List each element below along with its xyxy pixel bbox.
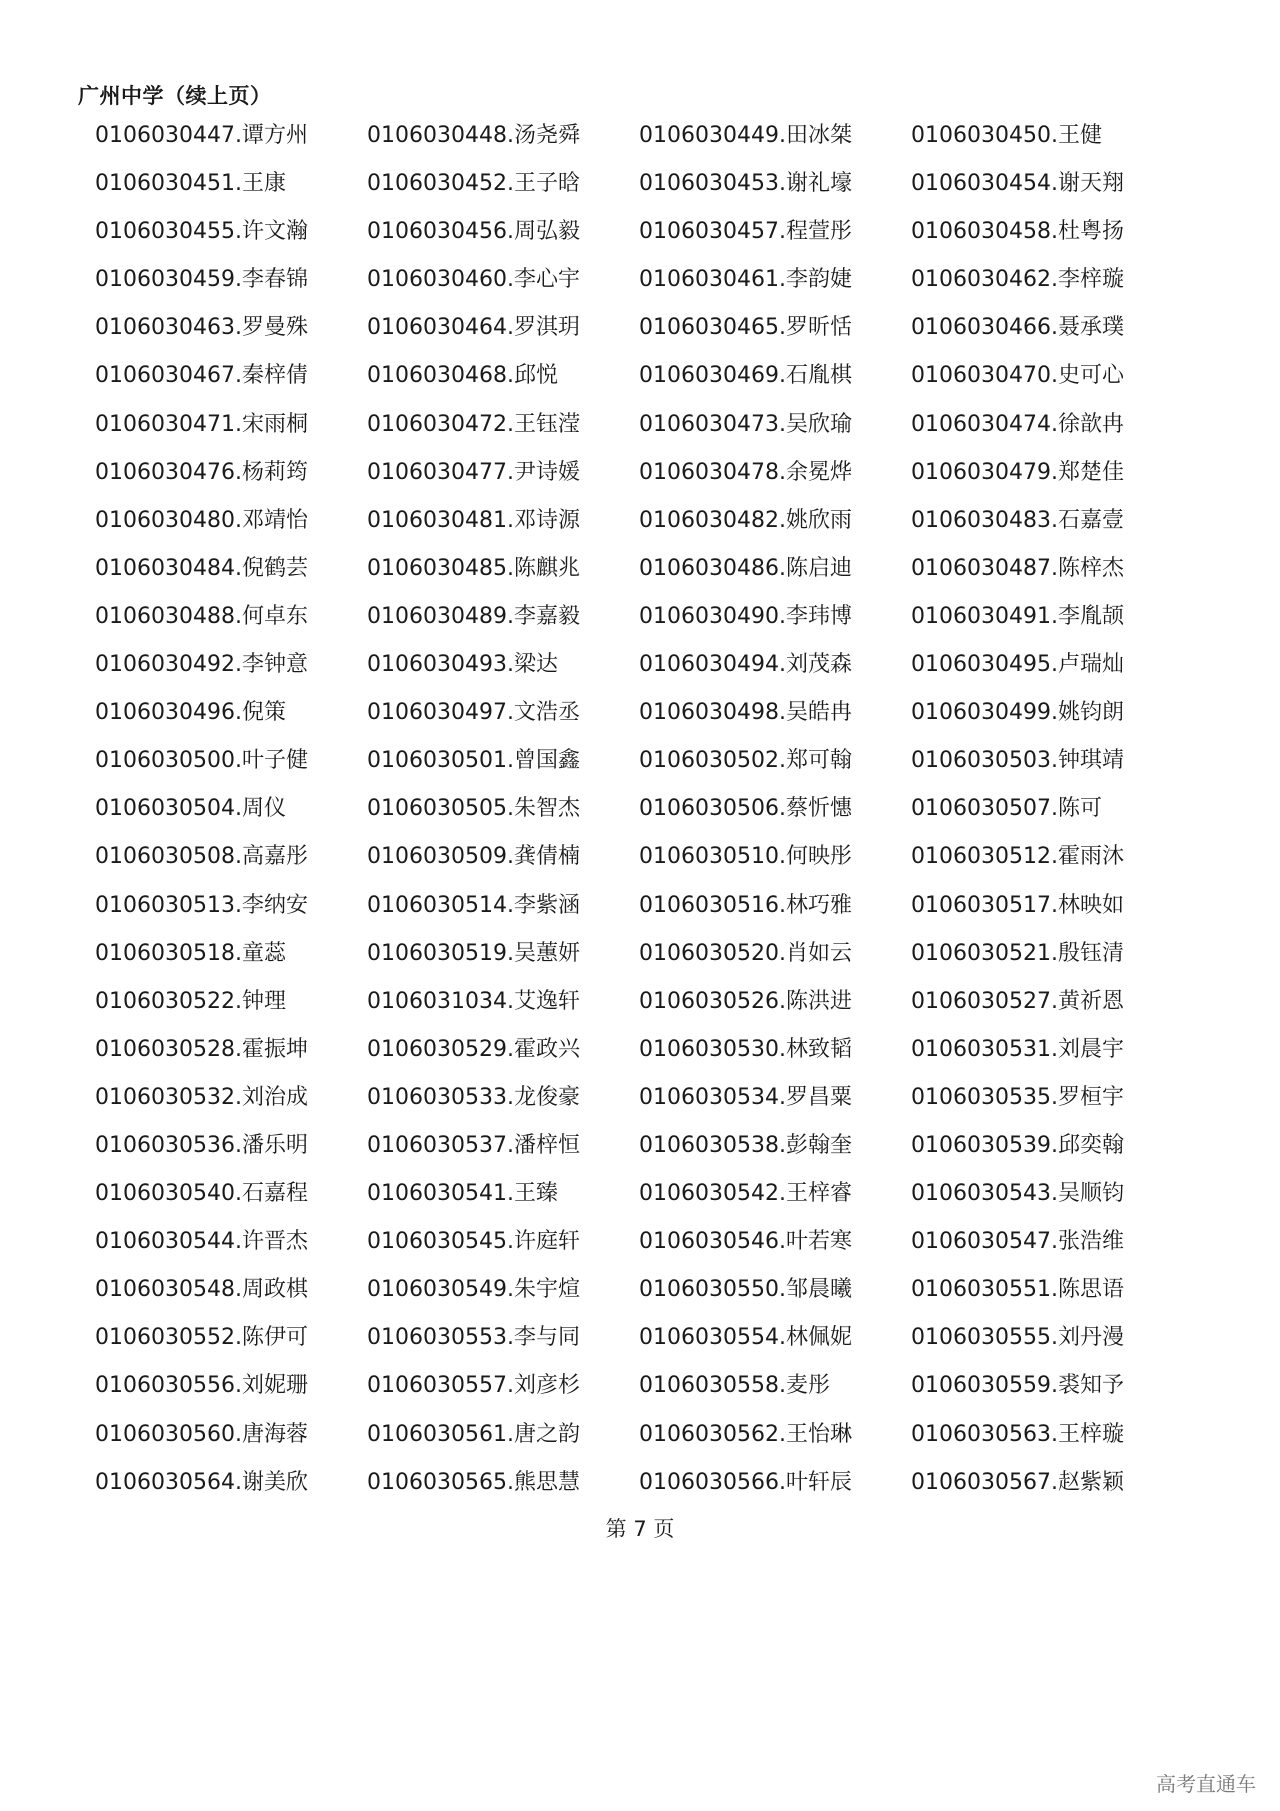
student-entry: 0106030557.刘彦杉	[367, 1373, 580, 1399]
student-entry: 0106030461.李韵婕	[639, 267, 852, 293]
student-entry: 0106030468.邱悦	[367, 363, 558, 389]
student-entry: 0106030507.陈可	[911, 796, 1102, 822]
student-entry: 0106030520.肖如云	[639, 940, 852, 966]
student-entry: 0106030540.石嘉程	[95, 1181, 308, 1207]
section-heading: 广州中学（续上页）	[78, 84, 272, 108]
student-entry: 0106030495.卢瑞灿	[911, 652, 1124, 678]
student-entry: 0106030552.陈伊可	[95, 1325, 308, 1351]
student-entry: 0106030556.刘妮珊	[95, 1373, 308, 1399]
student-entry: 0106030517.林映如	[911, 892, 1124, 918]
student-entry: 0106030550.邹晨曦	[639, 1277, 852, 1303]
student-entry: 0106030449.田冰桀	[639, 123, 852, 148]
student-entry: 0106030448.汤尧舜	[367, 123, 580, 148]
student-entry: 0106030502.郑可翰	[639, 748, 852, 774]
student-entry: 0106030460.李心宇	[367, 267, 580, 293]
student-entry: 0106030447.谭方州	[95, 123, 308, 148]
student-entry: 0106030516.林巧雅	[639, 892, 852, 918]
student-list	[95, 121, 1183, 1516]
student-entry: 0106030463.罗曼殊	[95, 315, 308, 341]
student-entry: 0106030483.石嘉壹	[911, 507, 1124, 533]
student-entry: 0106030454.谢天翔	[911, 171, 1124, 197]
student-entry: 0106030500.叶子健	[95, 748, 308, 774]
student-entry: 0106030450.王健	[911, 123, 1102, 148]
student-entry: 0106030503.钟琪靖	[911, 748, 1124, 774]
student-entry: 0106030501.曾国鑫	[367, 748, 580, 774]
student-entry: 0106030538.彭翰奎	[639, 1132, 852, 1158]
student-entry: 0106030476.杨莉筠	[95, 459, 308, 485]
student-entry: 0106030542.王梓睿	[639, 1181, 852, 1207]
student-entry: 0106030532.刘治成	[95, 1084, 308, 1110]
student-entry: 0106030491.李胤颉	[911, 603, 1124, 629]
student-entry: 0106030541.王臻	[367, 1181, 558, 1207]
student-entry: 0106030486.陈启迪	[639, 555, 852, 581]
student-entry: 0106030535.罗桓宇	[911, 1084, 1124, 1110]
student-entry: 0106030567.赵紫颖	[911, 1469, 1124, 1495]
student-entry: 0106030477.尹诗媛	[367, 459, 580, 485]
student-entry: 0106030455.许文瀚	[95, 219, 308, 245]
student-entry: 0106030480.邓靖怡	[95, 507, 308, 533]
student-entry: 0106030563.王梓璇	[911, 1421, 1124, 1447]
student-entry: 0106030519.吴蕙妍	[367, 940, 580, 966]
student-entry: 0106030533.龙俊豪	[367, 1084, 580, 1110]
student-entry: 0106030553.李与同	[367, 1325, 580, 1351]
student-entry: 0106030562.王怡琳	[639, 1421, 852, 1447]
student-entry: 0106030457.程萱彤	[639, 219, 852, 245]
student-entry: 0106030509.龚倩楠	[367, 844, 580, 870]
student-entry: 0106030513.李纳安	[95, 892, 308, 918]
student-entry: 0106030473.吴欣瑜	[639, 411, 852, 437]
student-entry: 0106030490.李玮博	[639, 603, 852, 629]
student-entry: 0106030545.许庭轩	[367, 1229, 580, 1255]
student-entry: 0106030489.李嘉毅	[367, 603, 580, 629]
student-entry: 0106030471.宋雨桐	[95, 411, 308, 437]
student-entry: 0106030548.周政棋	[95, 1277, 308, 1303]
student-entry: 0106030494.刘茂森	[639, 652, 852, 678]
student-entry: 0106030464.罗淇玥	[367, 315, 580, 341]
student-entry: 0106030453.谢礼壕	[639, 171, 852, 197]
student-entry: 0106030537.潘梓恒	[367, 1132, 580, 1158]
student-entry: 0106030518.童蕊	[95, 940, 286, 966]
student-entry: 0106030482.姚欣雨	[639, 507, 852, 533]
student-entry: 0106030474.徐歆冉	[911, 411, 1124, 437]
student-entry: 0106030528.霍振坤	[95, 1036, 308, 1062]
student-entry: 0106030462.李梓璇	[911, 267, 1124, 293]
student-entry: 0106030508.高嘉彤	[95, 844, 308, 870]
student-entry: 0106030512.霍雨沐	[911, 844, 1124, 870]
student-entry: 0106030484.倪鹤芸	[95, 555, 308, 581]
student-entry: 0106030470.史可心	[911, 363, 1124, 389]
student-entry: 0106030560.唐海蓉	[95, 1421, 308, 1447]
student-entry: 0106030498.吴皓冉	[639, 700, 852, 726]
student-entry: 0106030566.叶轩辰	[639, 1469, 852, 1495]
student-entry: 0106030551.陈思语	[911, 1277, 1124, 1303]
student-entry: 0106030466.聂承璞	[911, 315, 1124, 341]
student-entry: 0106030561.唐之韵	[367, 1421, 580, 1447]
student-entry: 0106030543.吴顺钧	[911, 1181, 1124, 1207]
student-entry: 0106030564.谢美欣	[95, 1469, 308, 1495]
student-entry: 0106030522.钟理	[95, 988, 286, 1014]
student-entry: 0106030496.倪策	[95, 700, 286, 726]
student-entry: 0106031034.艾逸轩	[367, 988, 580, 1014]
student-entry: 0106030534.罗昌粟	[639, 1084, 852, 1110]
student-entry: 0106030526.陈洪进	[639, 988, 852, 1014]
student-entry: 0106030565.熊思慧	[367, 1469, 580, 1495]
student-entry: 0106030485.陈麒兆	[367, 555, 580, 581]
student-entry: 0106030505.朱智杰	[367, 796, 580, 822]
student-entry: 0106030546.叶若寒	[639, 1229, 852, 1255]
student-entry: 0106030527.黄祈恩	[911, 988, 1124, 1014]
student-entry: 0106030510.何映彤	[639, 844, 852, 870]
student-entry: 0106030497.文浩丞	[367, 700, 580, 726]
student-entry: 0106030452.王子晗	[367, 171, 580, 197]
student-entry: 0106030487.陈梓杰	[911, 555, 1124, 581]
student-entry: 0106030504.周仪	[95, 796, 286, 822]
student-entry: 0106030555.刘丹漫	[911, 1325, 1124, 1351]
student-entry: 0106030467.秦梓倩	[95, 363, 308, 389]
student-entry: 0106030451.王康	[95, 171, 286, 197]
student-entry: 0106030492.李钟意	[95, 652, 308, 678]
student-entry: 0106030472.王钰滢	[367, 411, 580, 437]
page-number: 第 7 页	[605, 1517, 675, 1541]
student-entry: 0106030506.蔡忻憓	[639, 796, 852, 822]
student-entry: 0106030521.殷钰清	[911, 940, 1124, 966]
student-entry: 0106030529.霍政兴	[367, 1036, 580, 1062]
student-entry: 0106030536.潘乐明	[95, 1132, 308, 1158]
student-entry: 0106030469.石胤棋	[639, 363, 852, 389]
student-entry: 0106030549.朱宇煊	[367, 1277, 580, 1303]
student-entry: 0106030465.罗昕恬	[639, 315, 852, 341]
watermark: 高考直通车	[1156, 1772, 1256, 1796]
student-entry: 0106030488.何卓东	[95, 603, 308, 629]
student-entry: 0106030554.林佩妮	[639, 1325, 852, 1351]
student-entry: 0106030514.李紫涵	[367, 892, 580, 918]
student-entry: 0106030478.余冕烨	[639, 459, 852, 485]
student-entry: 0106030559.裘知予	[911, 1373, 1124, 1399]
student-entry: 0106030558.麦彤	[639, 1373, 830, 1399]
student-entry: 0106030459.李春锦	[95, 267, 308, 293]
student-entry: 0106030547.张浩维	[911, 1229, 1124, 1255]
student-entry: 0106030456.周弘毅	[367, 219, 580, 245]
student-entry: 0106030544.许晋杰	[95, 1229, 308, 1255]
student-entry: 0106030493.梁达	[367, 652, 558, 678]
student-entry: 0106030530.林致韬	[639, 1036, 852, 1062]
student-entry: 0106030481.邓诗源	[367, 507, 580, 533]
student-entry: 0106030499.姚钧朗	[911, 700, 1124, 726]
student-entry: 0106030531.刘晨宇	[911, 1036, 1124, 1062]
student-entry: 0106030458.杜粤扬	[911, 219, 1124, 245]
student-entry: 0106030539.邱奕翰	[911, 1132, 1124, 1158]
student-entry: 0106030479.郑楚佳	[911, 459, 1124, 485]
